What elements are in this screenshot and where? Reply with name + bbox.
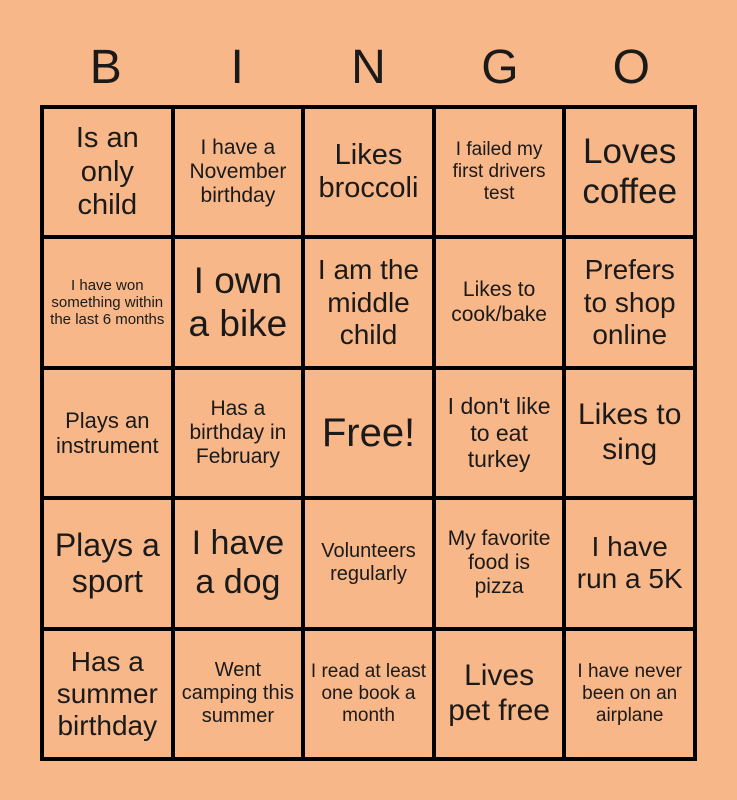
bingo-cell[interactable] — [434, 629, 565, 759]
bingo-cell-text: I am the middle child — [317, 254, 420, 350]
bingo-grid — [40, 105, 697, 761]
bingo-cell-text: I have run a 5K — [576, 531, 683, 595]
bingo-cell-text: I own a bike — [188, 260, 288, 344]
bingo-cell-text: I have won something within the last 6 months — [50, 276, 165, 329]
bingo-cell[interactable] — [303, 629, 434, 759]
bingo-title-letter-b: B — [89, 41, 122, 94]
bingo-title-letter-i: I — [230, 41, 244, 94]
bingo-cell-text: Likes to cook/bake — [451, 278, 547, 326]
bingo-cell-text: My favorite food is pizza — [447, 527, 551, 599]
bingo-title — [40, 41, 697, 94]
bingo-cell-text: Plays a sport — [54, 526, 160, 600]
bingo-cell[interactable] — [173, 237, 304, 367]
bingo-cell[interactable] — [173, 368, 304, 498]
bingo-cell-text: I read at least one book a month — [310, 661, 427, 726]
bingo-cell-free[interactable] — [303, 368, 434, 498]
bingo-cell-text: I failed my first drivers test — [452, 139, 546, 205]
bingo-cell[interactable] — [434, 368, 565, 498]
bingo-title-letter-o: O — [612, 41, 650, 94]
bingo-cell[interactable] — [564, 629, 695, 759]
bingo-cell[interactable] — [564, 498, 695, 628]
bingo-cell[interactable] — [303, 498, 434, 628]
bingo-cell[interactable] — [434, 498, 565, 628]
bingo-title-letter-n: N — [351, 41, 386, 94]
bingo-cell-text: Loves coffee — [582, 131, 678, 212]
bingo-cell-text: Volunteers regularly — [321, 540, 416, 586]
bingo-cell-text: I have a November birthday — [189, 135, 287, 208]
bingo-cell-text: I have a dog — [191, 524, 285, 602]
bingo-cell[interactable] — [434, 107, 565, 237]
bingo-cell[interactable] — [42, 237, 173, 367]
bingo-cell[interactable] — [173, 107, 304, 237]
bingo-cell-text: Likes to sing — [578, 398, 682, 466]
bingo-cell[interactable] — [564, 237, 695, 367]
bingo-cell[interactable] — [434, 237, 565, 367]
bingo-cell-text: Is an only child — [75, 122, 139, 221]
bingo-cell[interactable] — [303, 237, 434, 367]
bingo-cell[interactable] — [42, 629, 173, 759]
bingo-cell-text: I don't like to eat turkey — [447, 393, 551, 473]
bingo-cell-text: Went camping this summer — [181, 659, 295, 728]
bingo-cell[interactable] — [42, 498, 173, 628]
bingo-cell-text: Free! — [321, 410, 416, 455]
bingo-cell-text: I have never been on an airplane — [577, 661, 682, 726]
bingo-cell-text: Has a summer birthday — [56, 645, 158, 741]
bingo-cell-text: Has a birthday in February — [189, 396, 287, 469]
bingo-title-letter-g: G — [481, 41, 519, 94]
bingo-cell-text: Likes broccoli — [318, 138, 419, 205]
bingo-cell-text: Prefers to shop online — [583, 254, 676, 350]
bingo-cell[interactable] — [303, 107, 434, 237]
bingo-cell[interactable] — [173, 498, 304, 628]
bingo-cell-text: Plays an instrument — [55, 407, 159, 458]
bingo-cell[interactable] — [42, 368, 173, 498]
bingo-cell-text: Lives pet free — [448, 659, 550, 727]
bingo-cell[interactable] — [564, 368, 695, 498]
bingo-cell[interactable] — [42, 107, 173, 237]
bingo-cell[interactable] — [173, 629, 304, 759]
bingo-cell[interactable] — [564, 107, 695, 237]
